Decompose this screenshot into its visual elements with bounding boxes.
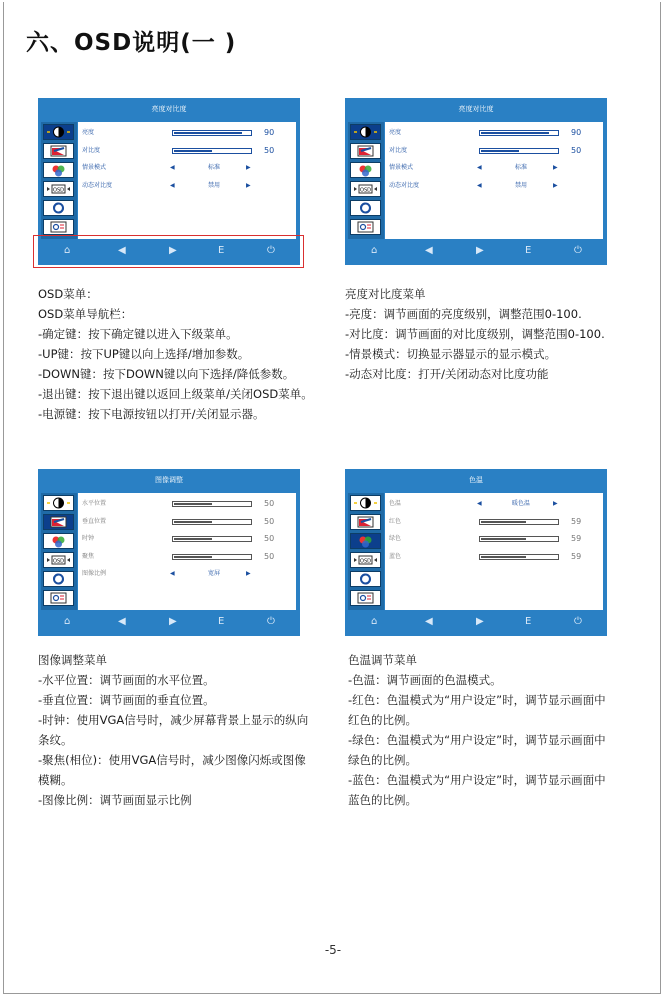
osd-icon-column	[348, 493, 384, 610]
osd-settings-icon[interactable]	[350, 181, 381, 197]
osd-settings-icon[interactable]	[43, 552, 74, 568]
power-icon[interactable]: ⏻	[574, 245, 582, 256]
left-arrow-icon[interactable]: ◀	[477, 164, 482, 171]
osd-row-option: 禁用	[207, 181, 220, 189]
osd-level-bar[interactable]	[479, 130, 559, 136]
osd-menu-row[interactable]	[389, 551, 599, 563]
osd-nav-bar	[345, 612, 607, 634]
osd-image-screenshot	[38, 469, 300, 636]
right-arrow-icon[interactable]: ▶	[476, 616, 484, 627]
osd-settings-icon[interactable]	[350, 552, 381, 568]
description-line: -情景模式：切换显示器显示的显示模式。	[345, 347, 557, 361]
osd-menu-panel	[78, 122, 296, 239]
osd-row-label: 对比度	[389, 146, 408, 154]
right-arrow-icon[interactable]: ▶	[553, 181, 558, 189]
description-line: -红色：色温模式为“用户设定”时，调节显示画面中	[348, 693, 606, 707]
osd-menu-row[interactable]	[389, 145, 599, 157]
reset-icon[interactable]	[350, 571, 381, 587]
osd-row-label: 情景模式	[82, 164, 107, 171]
description-line: 亮度对比度菜单	[345, 287, 426, 301]
osd-row-value: 90	[264, 128, 275, 137]
description-line: -图像比例：调节画面显示比例	[38, 793, 192, 807]
description-line: 图像调整菜单	[38, 653, 107, 667]
enter-icon[interactable]: E	[218, 616, 225, 627]
osd-row-label: 垂直位置	[82, 517, 107, 525]
osd-menu-row[interactable]	[389, 498, 599, 510]
osd-menu-panel	[78, 493, 296, 610]
osd-menu-row[interactable]	[82, 498, 292, 510]
osd-level-bar[interactable]	[172, 130, 252, 136]
osd-level-bar[interactable]	[479, 536, 559, 542]
color-temperature-icon[interactable]	[350, 162, 381, 178]
left-arrow-icon[interactable]: ◀	[170, 570, 175, 577]
left-arrow-icon[interactable]: ◀	[477, 181, 482, 189]
osd-menu-header: 色温	[469, 476, 483, 484]
osd-menu-header: 亮度对比度	[458, 105, 494, 113]
svg-text:OSD: OSD	[360, 558, 371, 565]
left-arrow-icon[interactable]: ◀	[477, 500, 482, 507]
osd-menu-row[interactable]	[389, 533, 599, 545]
osd-level-fill	[481, 538, 526, 540]
osd-menu-row[interactable]	[82, 516, 292, 528]
description-line: -电源键：按下电源按钮以打开/关闭显示器。	[38, 407, 265, 421]
osd-level-fill	[481, 132, 549, 134]
description-line: OSD菜单：	[38, 287, 98, 301]
right-arrow-icon[interactable]: ▶	[553, 164, 558, 171]
osd-nav-bar	[345, 241, 607, 263]
right-arrow-icon[interactable]: ▶	[169, 616, 177, 627]
osd-menu-panel	[385, 493, 603, 610]
osd-color-screenshot	[345, 469, 607, 636]
osd-row-option: 标准	[207, 164, 220, 171]
osd-row-label: 亮度	[82, 129, 95, 136]
osd-row-option: 宽屏	[207, 570, 220, 577]
osd-level-bar[interactable]	[172, 519, 252, 525]
power-icon[interactable]: ⏻	[574, 616, 582, 627]
description-line: -时钟：使用VGA信号时，减少屏幕背景上显示的纵向	[38, 713, 309, 727]
osd-level-fill	[481, 521, 526, 523]
image-adjust-icon[interactable]	[350, 143, 381, 159]
osd-icon-column	[348, 122, 384, 239]
misc-settings-icon[interactable]	[43, 219, 74, 235]
brightness-contrast-icon[interactable]	[43, 124, 74, 140]
right-arrow-icon[interactable]: ▶	[553, 500, 558, 507]
right-arrow-icon[interactable]: ▶	[246, 181, 251, 189]
osd-icon-column	[41, 493, 77, 610]
osd-level-fill	[481, 150, 519, 152]
osd-row-value: 50	[264, 516, 275, 526]
osd-row-label: 色温	[389, 500, 402, 507]
right-arrow-icon[interactable]: ▶	[169, 245, 177, 256]
osd-level-fill	[174, 556, 212, 558]
osd-settings-icon[interactable]	[43, 181, 74, 197]
osd-row-label: 绿色	[389, 535, 402, 542]
image-adjust-icon[interactable]	[350, 514, 381, 530]
description-line: 模糊。	[38, 773, 73, 787]
description-line: 色温调节菜单	[348, 653, 417, 667]
home-icon[interactable]: ⌂	[371, 245, 378, 256]
osd-row-label: 对比度	[82, 146, 101, 154]
misc-settings-icon[interactable]	[350, 590, 381, 606]
osd-menu-row[interactable]	[82, 145, 292, 157]
color-temperature-icon[interactable]	[350, 533, 381, 549]
color-menu-description	[348, 650, 606, 810]
left-arrow-icon[interactable]: ◀	[170, 164, 175, 171]
osd-row-label: 时钟	[82, 535, 95, 542]
osd-menu-row[interactable]	[82, 162, 292, 174]
osd-level-fill	[174, 150, 212, 152]
right-arrow-icon[interactable]: ▶	[246, 570, 251, 577]
description-line: 蓝色的比例。	[348, 793, 417, 807]
osd-row-label: 蓝色	[389, 552, 402, 560]
osd-menu-header: 图像调整	[155, 476, 183, 484]
osd-level-bar[interactable]	[479, 554, 559, 560]
brightness-contrast-icon[interactable]	[43, 495, 74, 511]
osd-row-option: 暖色温	[511, 500, 530, 507]
osd-row-label: 水平位置	[82, 500, 107, 507]
osd-row-value: 50	[264, 534, 275, 543]
osd-row-value: 90	[571, 128, 582, 137]
description-line: 绿色的比例。	[348, 753, 417, 767]
description-line: -蓝色：色温模式为“用户设定”时，调节显示画面中	[348, 773, 606, 787]
osd-menu-row[interactable]	[389, 162, 599, 174]
reset-icon[interactable]	[350, 200, 381, 216]
page-number: -5-	[324, 943, 342, 957]
osd-row-label: 聚焦	[82, 552, 95, 560]
osd-row-label: 亮度	[389, 129, 402, 136]
osd-menu-description	[38, 284, 313, 424]
color-temperature-icon[interactable]	[43, 533, 74, 549]
description-line: -亮度：调节画面的亮度级别，调整范围0-100.	[345, 307, 582, 321]
osd-menu-row[interactable]	[82, 127, 292, 139]
osd-row-value: 59	[571, 516, 582, 526]
home-icon[interactable]: ⌂	[64, 245, 71, 256]
brightness-contrast-icon[interactable]	[350, 124, 381, 140]
osd-row-option: 禁用	[514, 181, 527, 189]
osd-menu-row[interactable]	[389, 180, 599, 192]
power-icon[interactable]: ⏻	[267, 616, 275, 627]
page-title: 六、OSD说明(一 )	[26, 30, 237, 56]
image-adjust-icon[interactable]	[43, 143, 74, 159]
description-line: -退出键：按下退出键以返回上级菜单/关闭OSD菜单。	[38, 387, 313, 401]
image-adjust-icon[interactable]	[43, 514, 74, 530]
osd-nav-bar	[38, 612, 300, 634]
description-line: OSD菜单导航栏：	[38, 307, 133, 321]
description-line: -聚焦(相位)：使用VGA信号时，减少图像闪烁或图像	[38, 753, 306, 767]
left-arrow-icon[interactable]: ◀	[118, 616, 126, 627]
osd-menu-row[interactable]	[82, 568, 292, 580]
left-arrow-icon[interactable]: ◀	[425, 245, 433, 256]
osd-level-bar[interactable]	[172, 501, 252, 507]
left-arrow-icon[interactable]: ◀	[170, 181, 175, 189]
description-line: -动态对比度：打开/关闭动态对比度功能	[345, 367, 549, 381]
osd-level-bar[interactable]	[479, 148, 559, 154]
osd-level-bar[interactable]	[172, 554, 252, 560]
misc-settings-icon[interactable]	[43, 590, 74, 606]
description-line: -DOWN键：按下DOWN键以向下选择/降低参数。	[38, 367, 295, 381]
brightness-menu-description	[345, 284, 605, 384]
brightness-contrast-icon[interactable]	[350, 495, 381, 511]
svg-text:OSD: OSD	[53, 187, 64, 194]
description-line: -垂直位置：调节画面的垂直位置。	[38, 693, 215, 707]
enter-icon[interactable]: E	[218, 245, 225, 256]
description-line: -水平位置：调节画面的水平位置。	[38, 673, 215, 687]
enter-icon[interactable]: E	[525, 245, 532, 256]
left-arrow-icon[interactable]: ◀	[118, 245, 126, 256]
left-arrow-icon[interactable]: ◀	[425, 616, 433, 627]
osd-level-fill	[174, 132, 242, 134]
osd-row-option: 标准	[514, 164, 527, 171]
osd-level-fill	[174, 521, 212, 523]
osd-level-bar[interactable]	[172, 148, 252, 154]
description-line: 条纹。	[38, 733, 73, 747]
color-temperature-icon[interactable]	[43, 162, 74, 178]
osd-menu-row[interactable]	[389, 127, 599, 139]
osd-row-value: 50	[264, 551, 275, 561]
osd-level-fill	[174, 538, 212, 540]
osd-row-value: 50	[571, 145, 582, 155]
osd-row-label: 动态对比度	[82, 181, 113, 189]
osd-row-value: 59	[571, 551, 582, 561]
description-line: -对比度：调节画面的对比度级别，调整范围0-100.	[345, 327, 605, 341]
osd-brightness-screenshot-2	[345, 98, 607, 265]
osd-menu-row[interactable]	[389, 516, 599, 528]
description-line: -确定键：按下确定键以进入下级菜单。	[38, 327, 238, 341]
image-menu-description	[38, 650, 308, 810]
osd-menu-row[interactable]	[82, 533, 292, 545]
osd-icon-column	[41, 122, 77, 239]
osd-level-fill	[174, 503, 212, 505]
nav-bar-highlight-box	[33, 235, 304, 268]
osd-row-label: 图像比例	[82, 570, 107, 577]
osd-level-bar[interactable]	[172, 536, 252, 542]
osd-row-value: 50	[264, 145, 275, 155]
home-icon[interactable]: ⌂	[371, 616, 378, 627]
home-icon[interactable]: ⌂	[64, 616, 71, 627]
right-arrow-icon[interactable]: ▶	[476, 245, 484, 256]
misc-settings-icon[interactable]	[350, 219, 381, 235]
svg-text:OSD: OSD	[53, 558, 64, 565]
osd-menu-header: 亮度对比度	[151, 105, 187, 113]
osd-row-value: 59	[571, 534, 582, 543]
description-line: -绿色：色温模式为“用户设定”时，调节显示画面中	[348, 733, 606, 747]
osd-level-bar[interactable]	[479, 519, 559, 525]
description-line: 红色的比例。	[348, 713, 417, 727]
enter-icon[interactable]: E	[525, 616, 532, 627]
svg-text:OSD: OSD	[360, 187, 371, 194]
description-line: -UP键：按下UP键以向上选择/增加参数。	[38, 347, 250, 361]
osd-level-fill	[481, 556, 526, 558]
reset-icon[interactable]	[43, 200, 74, 216]
osd-menu-panel	[385, 122, 603, 239]
description-line: -色温：调节画面的色温模式。	[348, 673, 502, 687]
right-arrow-icon[interactable]: ▶	[246, 164, 251, 171]
osd-row-label: 动态对比度	[389, 181, 420, 189]
osd-row-value: 50	[264, 499, 275, 508]
reset-icon[interactable]	[43, 571, 74, 587]
osd-row-label: 情景模式	[389, 164, 414, 171]
osd-menu-row[interactable]	[82, 551, 292, 563]
power-icon[interactable]: ⏻	[267, 245, 275, 256]
osd-row-label: 红色	[389, 517, 402, 525]
osd-menu-row[interactable]	[82, 180, 292, 192]
